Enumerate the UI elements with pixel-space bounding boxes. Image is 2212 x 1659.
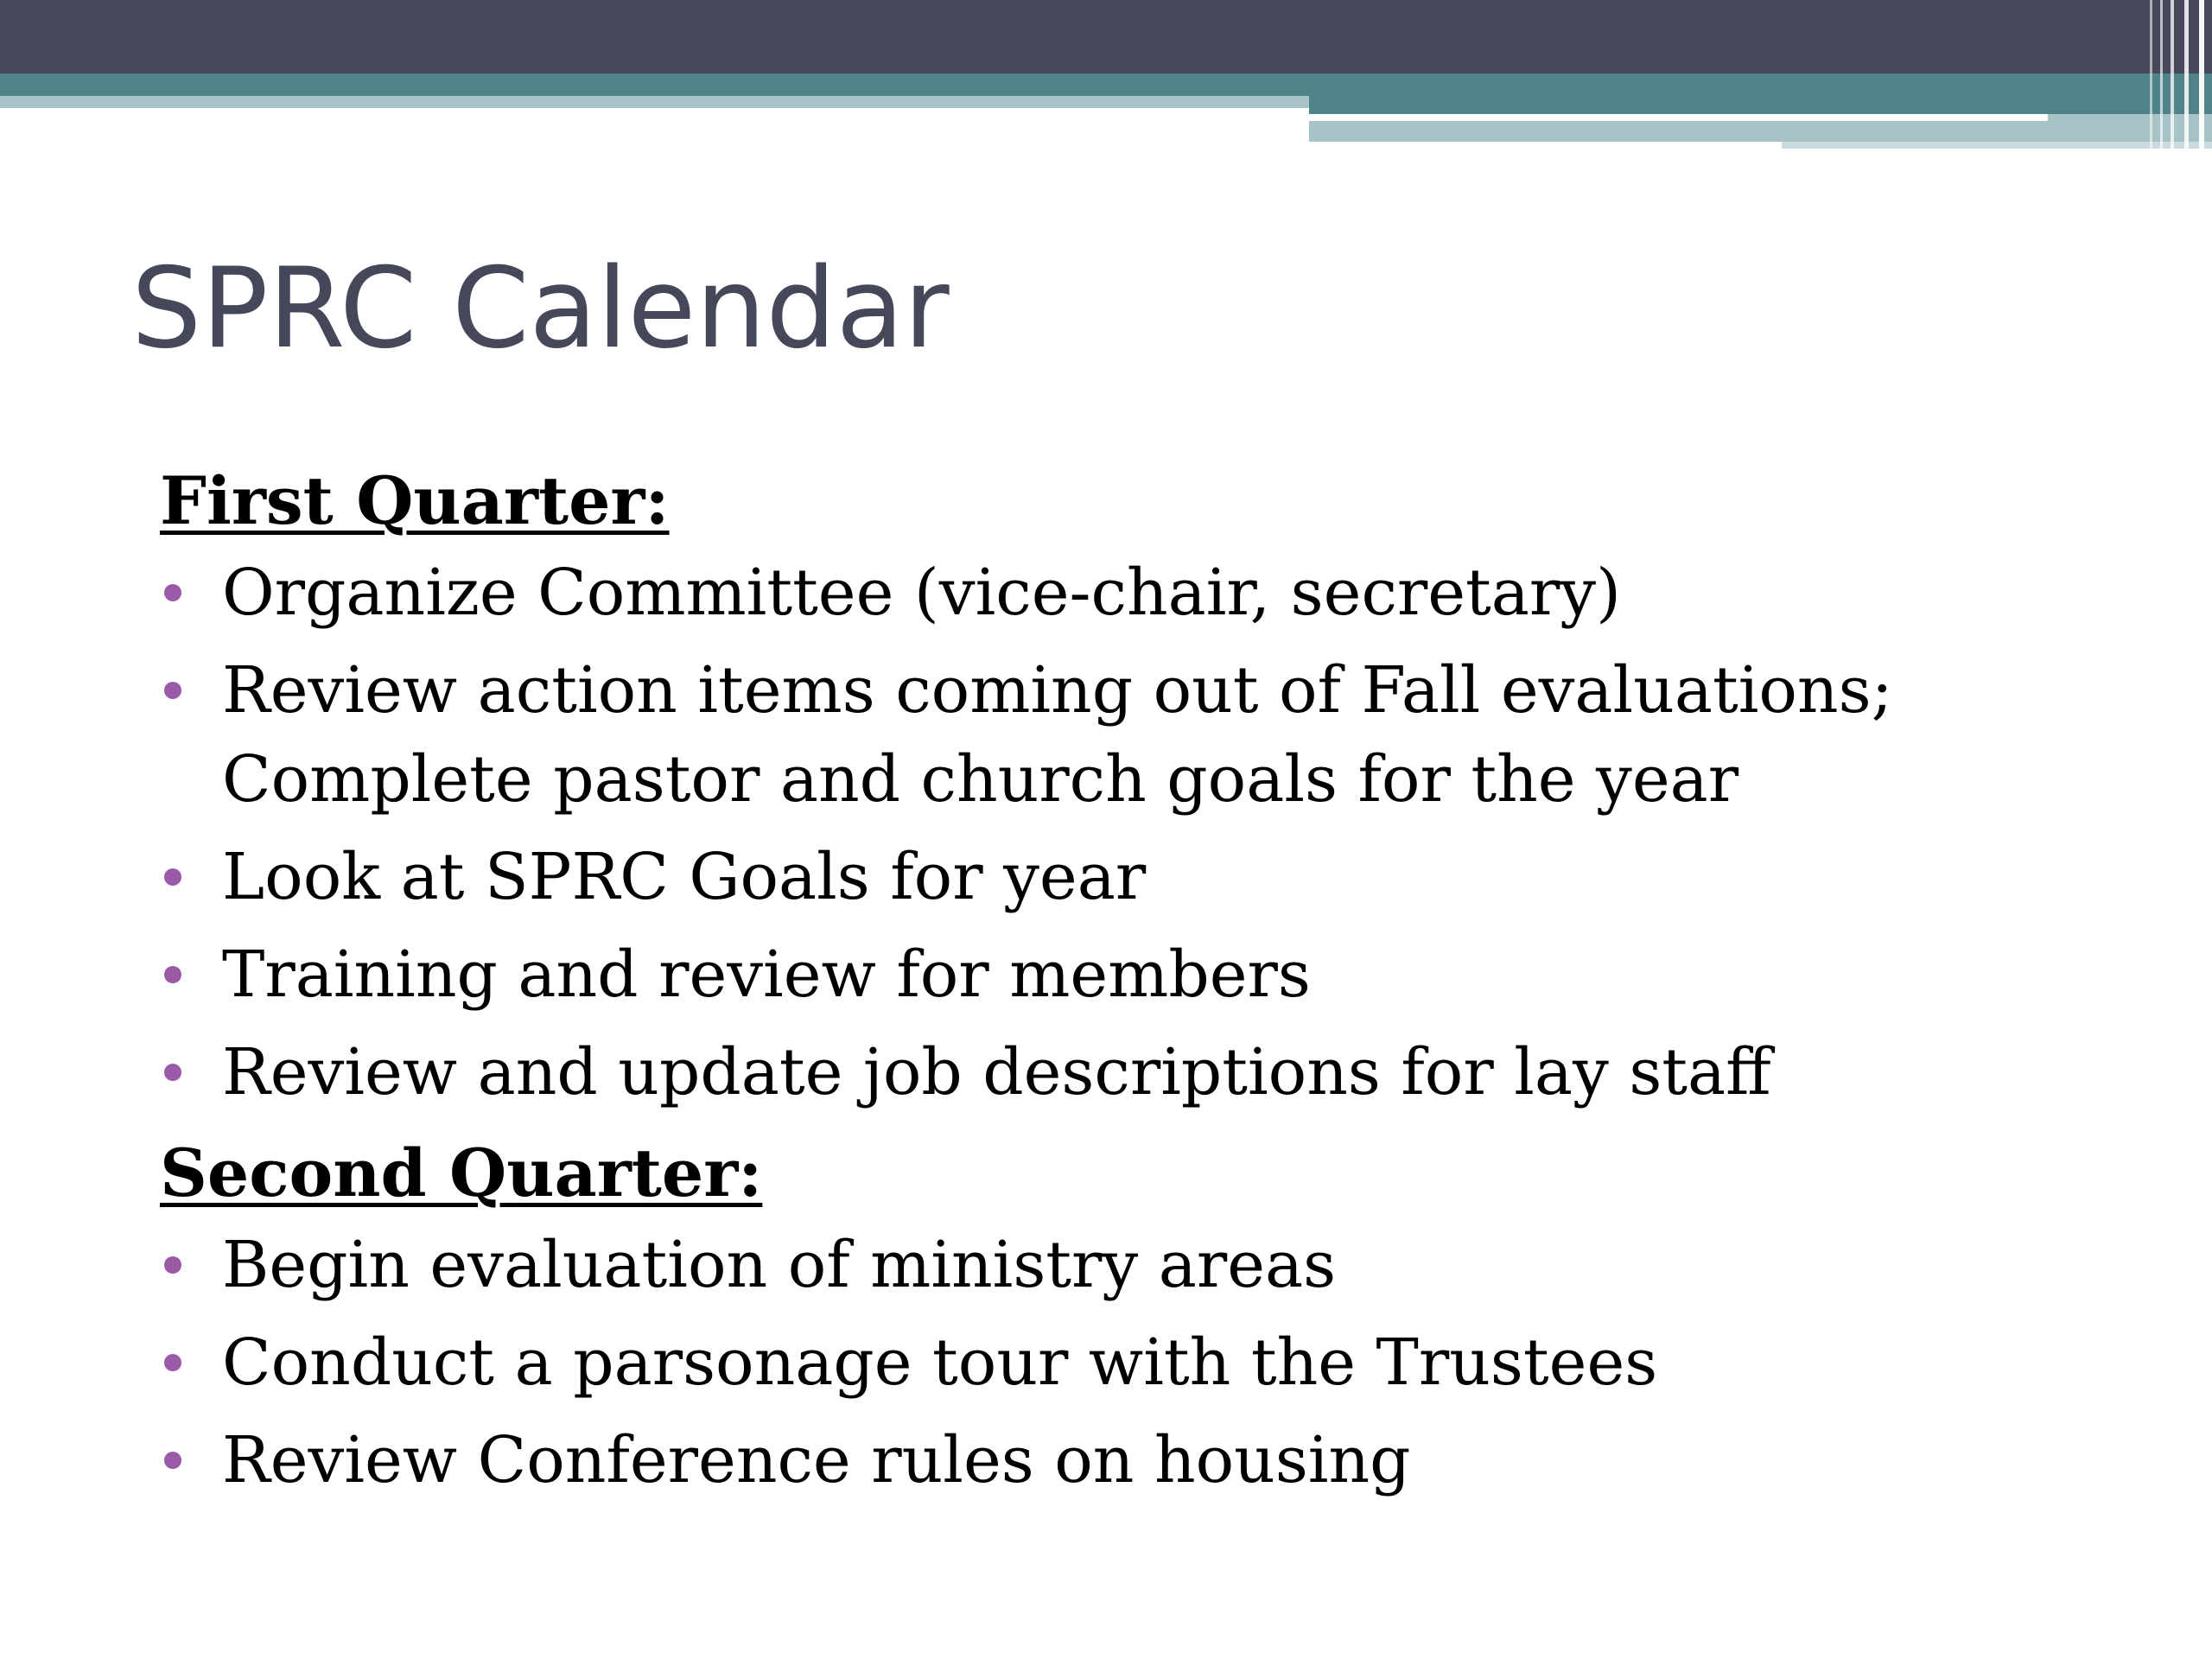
header-stripe bbox=[2160, 0, 2163, 149]
list-item bbox=[160, 833, 2104, 922]
list-item-text: Begin evaluation of ministry areas bbox=[222, 1228, 1337, 1302]
list-item-text: Conduct a parsonage tour with the Trustees bbox=[222, 1325, 1658, 1400]
bullet-list-second-quarter bbox=[160, 1221, 2104, 1505]
bullet-icon bbox=[164, 1452, 181, 1469]
header-stripe bbox=[2150, 0, 2152, 149]
header-teal-band bbox=[0, 73, 2212, 96]
list-item bbox=[160, 1221, 2104, 1310]
section-heading-first-quarter: First Quarter: bbox=[160, 462, 670, 539]
header-right-light-band bbox=[1309, 121, 2212, 142]
bullet-icon bbox=[164, 584, 181, 601]
list-item-text: Review Conference rules on housing bbox=[222, 1423, 1411, 1497]
header-light-band bbox=[0, 96, 1309, 108]
list-item bbox=[160, 1028, 2104, 1117]
header-stripe bbox=[2184, 0, 2189, 149]
header-stripe bbox=[2199, 0, 2204, 149]
bullet-list-first-quarter bbox=[160, 549, 2104, 1117]
header-stripe bbox=[2171, 0, 2174, 149]
bullet-icon bbox=[164, 1354, 181, 1371]
bullet-icon bbox=[164, 682, 181, 699]
list-item-text: Review and update job descriptions for lay staff bbox=[222, 1035, 1771, 1109]
list-item-text: Review action items coming out of Fall evaluations; Complete pastor and church goals for the year bbox=[222, 653, 1893, 817]
list-item bbox=[160, 931, 2104, 1020]
list-item bbox=[160, 549, 2104, 638]
header-right-fade-band bbox=[1782, 142, 2212, 149]
header-right-teal-block bbox=[1309, 96, 2212, 114]
bullet-icon bbox=[164, 1064, 181, 1081]
header-right-white-line bbox=[1309, 114, 2048, 121]
bullet-icon bbox=[164, 868, 181, 886]
list-item bbox=[160, 1319, 2104, 1408]
slide-title: SPRC Calendar bbox=[131, 245, 950, 373]
header-dark-band bbox=[0, 0, 2212, 73]
section-heading-second-quarter: Second Quarter: bbox=[160, 1135, 763, 1211]
slide-content bbox=[160, 454, 2104, 1514]
list-item-text: Look at SPRC Goals for year bbox=[222, 840, 1147, 914]
list-item-text: Training and review for members bbox=[222, 938, 1311, 1012]
bullet-icon bbox=[164, 966, 181, 983]
bullet-icon bbox=[164, 1256, 181, 1274]
list-item-text: Organize Committee (vice-chair, secretary) bbox=[222, 556, 1621, 630]
list-item bbox=[160, 646, 2104, 824]
list-item bbox=[160, 1416, 2104, 1505]
